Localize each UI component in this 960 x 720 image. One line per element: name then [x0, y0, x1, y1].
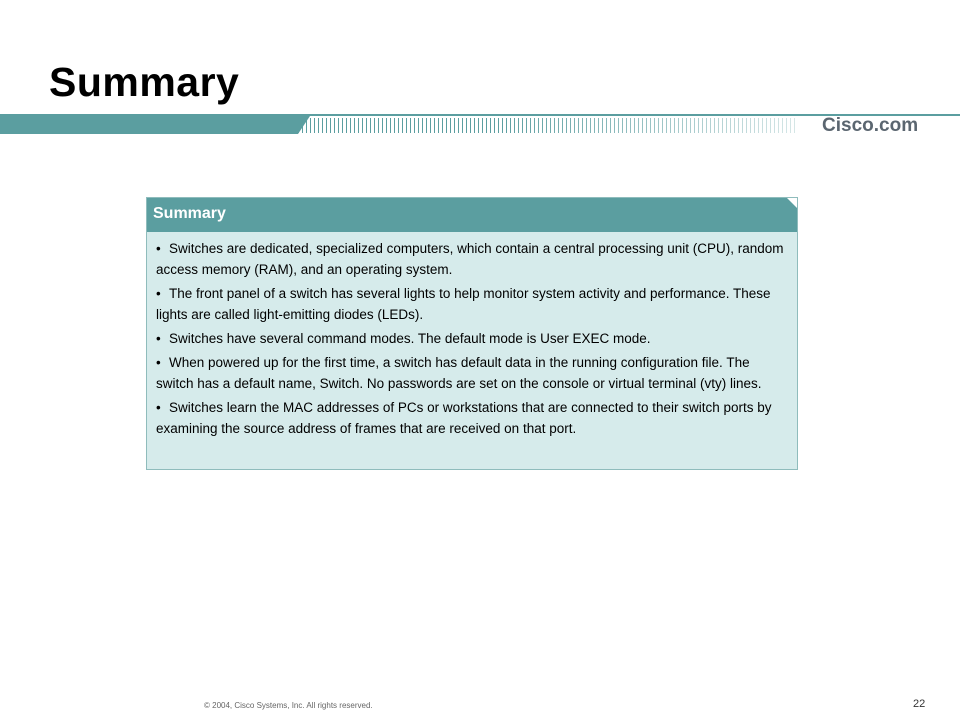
summary-item [156, 283, 786, 325]
cisco-brand-logo: Cisco.com [822, 115, 919, 136]
bullet-icon: • [156, 400, 161, 415]
header-decorative-bar [0, 114, 960, 134]
bullet-icon: • [156, 241, 161, 256]
summary-item-text: The front panel of a switch has several lights to help monitor system activity and performance. These lights are called light-emitting diodes (LEDs). [156, 286, 771, 322]
bullet-icon: • [156, 331, 161, 346]
bullet-icon: • [156, 286, 161, 301]
summary-item-text: Switches have several command modes. The default mode is User EXEC mode. [169, 331, 651, 346]
summary-item-text: Switches are dedicated, specialized computers, which contain a central processing unit (CPU), random access memory (RAM), and an operating system. [156, 241, 784, 277]
header-striped-band [298, 118, 798, 133]
bullet-icon: • [156, 355, 161, 370]
summary-item-text: Switches learn the MAC addresses of PCs or workstations that are connected to their switch ports by examining the source address of frames that are received on that port. [156, 400, 772, 436]
page-number: 22 [913, 698, 926, 710]
summary-panel [146, 197, 798, 470]
summary-item [156, 352, 786, 394]
header-solid-block [0, 116, 298, 134]
summary-bullet-list [156, 238, 786, 442]
summary-item-text: When powered up for the first time, a switch has default data in the running configuration file. The switch has a default name, Switch. No passwords are set on the console or virtual terminal (vty) lines. [156, 355, 762, 391]
summary-panel-header [147, 198, 797, 232]
summary-item [156, 238, 786, 280]
slide-title: Summary [49, 59, 240, 105]
summary-item [156, 328, 786, 349]
summary-panel-title: Summary [153, 205, 226, 222]
footer-copyright: © 2004, Cisco Systems, Inc. All rights reserved. [204, 701, 373, 710]
summary-item [156, 397, 786, 439]
